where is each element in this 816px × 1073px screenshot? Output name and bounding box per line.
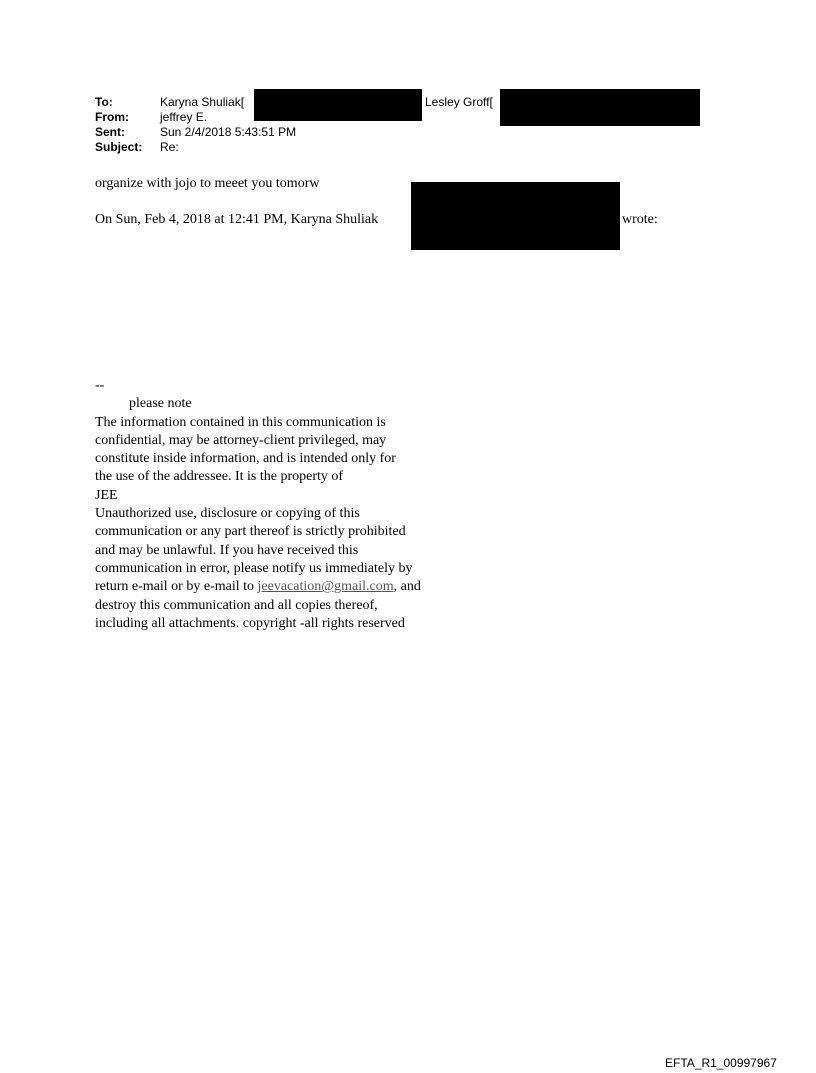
email-prefix: return e-mail or by e-mail to <box>95 579 258 595</box>
subject-value: Re: <box>160 140 179 154</box>
quote-wrote: wrote: <box>622 212 658 227</box>
disclaimer-line: JEE <box>95 487 118 503</box>
sent-row <box>95 125 410 140</box>
disclaimer-email-line <box>95 578 421 596</box>
to-recipient-2: Lesley Groff[ <box>425 95 493 109</box>
redaction-bar <box>500 89 700 126</box>
signature-dashes: -- <box>95 378 105 393</box>
disclaimer-line: destroy this communication and all copies thereof, <box>95 597 378 613</box>
disclaimer-line: communication in error, please notify us immediately by <box>95 560 413 576</box>
disclaimer-line: confidential, may be attorney-client privileged, may <box>95 432 387 448</box>
document-id: EFTA_R1_00997967 <box>665 1056 777 1070</box>
disclaimer-line: and may be unlawful. If you have received this <box>95 542 359 558</box>
redaction-bar <box>254 89 422 121</box>
disclaimer-line: Unauthorized use, disclosure or copying of this <box>95 506 360 522</box>
from-label: From: <box>95 110 129 124</box>
disclaimer-line: constitute inside information, and is intended only for <box>95 451 396 467</box>
redaction-bar <box>411 182 620 250</box>
disclaimer-line: communication or any part thereof is strictly prohibited <box>95 524 406 540</box>
disclaimer-line: the use of the addressee. It is the property of <box>95 469 344 485</box>
sent-value: Sun 2/4/2018 5:43:51 PM <box>160 125 297 139</box>
to-recipient-1: Karyna Shuliak[ <box>160 95 245 109</box>
from-value: jeffrey E. <box>160 110 208 124</box>
email-suffix: , and <box>393 579 421 595</box>
please-note: please note <box>129 396 192 412</box>
disclaimer-line: The information contained in this communication is <box>95 414 386 430</box>
sent-label: Sent: <box>95 125 125 139</box>
quote-intro: On Sun, Feb 4, 2018 at 12:41 PM, Karyna Shuliak <box>95 212 379 227</box>
disclaimer-line: including all attachments. copyright -all rights reserved <box>95 615 405 631</box>
email-link[interactable]: jeevacation@gmail.com <box>257 579 394 595</box>
subject-label: Subject: <box>95 140 143 154</box>
subject-row <box>95 140 410 155</box>
message-body: organize with jojo to meeet you tomorw <box>95 176 320 191</box>
signature-block <box>95 377 421 633</box>
to-label: To: <box>95 95 113 109</box>
